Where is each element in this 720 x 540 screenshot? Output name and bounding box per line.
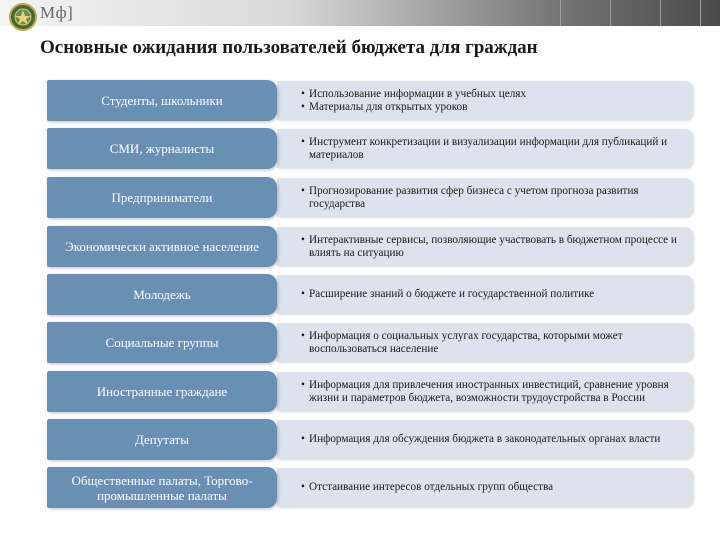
expectation-list	[301, 419, 696, 460]
brand-logo-text: Мф]	[40, 3, 74, 22]
user-group-label: Социальные группы	[47, 322, 277, 363]
user-group-label: Молодежь	[47, 274, 277, 315]
table-row	[47, 322, 697, 363]
list-item: • Информация о социальных услугах государства, которыми может воспользоваться население	[301, 330, 623, 355]
list-item: • Расширение знаний о бюджете и государственной политике	[301, 288, 595, 301]
ministry-emblem-icon	[8, 2, 38, 32]
user-group-label: Студенты, школьники	[47, 80, 277, 121]
expectation-list	[301, 274, 696, 315]
user-group-label: СМИ, журналисты	[47, 128, 277, 169]
expectation-list	[301, 226, 696, 267]
table-row	[47, 419, 697, 460]
list-item: • Инструмент конкретизации и визуализации информации для публикаций и материалов	[301, 136, 668, 161]
user-group-label: Предприниматели	[47, 177, 277, 218]
list-item: • Интерактивные сервисы, позволяющие участвовать в бюджетном процессе и влиять на ситуацию	[301, 234, 677, 259]
user-group-label: Экономически активное население	[47, 226, 277, 267]
table-row	[47, 177, 697, 218]
expectation-list	[301, 322, 696, 363]
table-row	[47, 226, 697, 267]
list-item: • Информация для обсуждения бюджета в законодательных органах власти	[301, 433, 661, 446]
list-item: • Использование информации в учебных целях	[301, 88, 527, 100]
header-bar	[0, 0, 720, 26]
table-row	[47, 128, 697, 169]
user-group-label: Депутаты	[47, 419, 277, 460]
user-group-label: Общественные палаты, Торгово-промышленные палаты	[47, 467, 277, 508]
list-item: • Прогнозирование развития сфер бизнеса с учетом прогноза развития государства	[301, 185, 639, 210]
expectation-list	[301, 80, 696, 121]
list-item: • Информация для привлечения иностранных инвестиций, сравнение уровня жизни и параметров бюджета, возможности трудоустройства в России	[301, 379, 669, 404]
expectation-list	[301, 177, 696, 218]
list-item: • Материалы для открытых уроков	[301, 100, 468, 113]
page-title: Основные ожидания пользователей бюджета для граждан	[40, 37, 538, 58]
table-row	[47, 80, 697, 121]
table-row	[47, 467, 697, 508]
user-group-label: Иностранные граждане	[47, 371, 277, 412]
table-row	[47, 371, 697, 412]
expectation-list	[301, 371, 696, 412]
table-row	[47, 274, 697, 315]
expectation-list	[301, 128, 696, 169]
list-item: • Отстаивание интересов отдельных групп общества	[301, 481, 554, 494]
expectation-list	[301, 467, 696, 508]
